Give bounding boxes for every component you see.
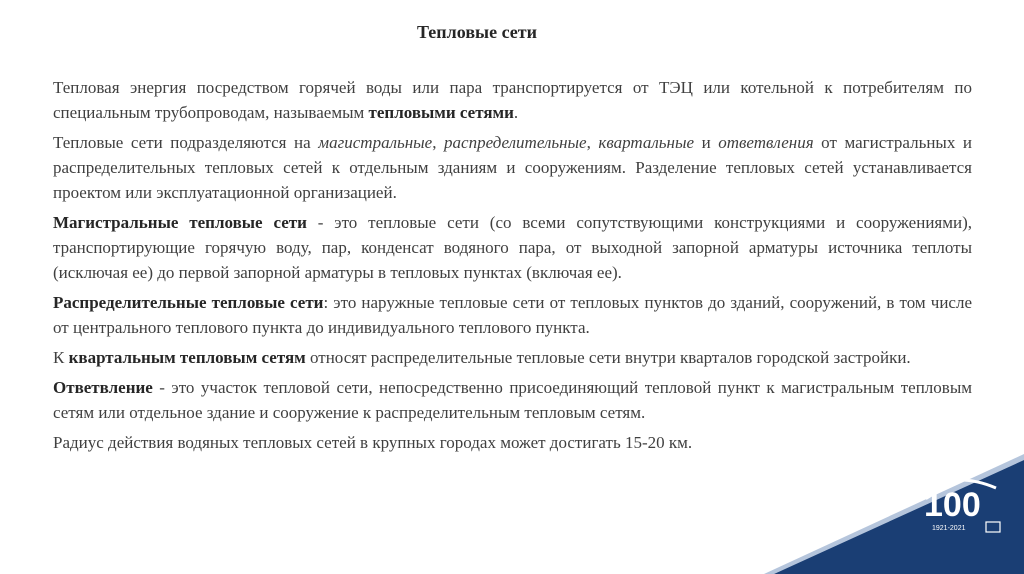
text-run: относят распределительные тепловые сети внутри кварталов городской застройки. — [305, 348, 911, 367]
logo-number: 100 — [924, 486, 981, 524]
logo-years: 1921-2021 — [932, 525, 966, 532]
corner-decoration — [764, 440, 1024, 574]
text-run: - это тепловые сети (со всеми сопутствующими конструкциями и сооружениями), транспортирующие горячую воду, пар, конденсат водяного пара, от выходной запорной арматуры источника теплоты (исключая ее) до первой запорной арматуры в тепловых пунктах (включая ее). — [53, 213, 972, 282]
paragraph-classification — [53, 130, 972, 205]
term-trunk: магистральные — [318, 133, 433, 152]
text-run: и — [694, 133, 719, 152]
slide-title: Тепловые сети — [416, 22, 537, 42]
term-distribution: распределительные — [444, 133, 587, 152]
paragraph-trunk-networks — [53, 210, 972, 285]
text-run: . — [513, 103, 519, 122]
paragraph-intro — [53, 75, 972, 125]
paragraph-distribution-networks — [53, 290, 972, 340]
text-run: Радиус действия водяных тепловых сетей в крупных городах может достигать 15-20 км. — [53, 433, 693, 452]
text-run: Тепловые сети подразделяются на — [53, 133, 319, 152]
term-branches: ответвления — [718, 133, 814, 152]
term-block-networks: квартальным тепловым сетям — [68, 348, 306, 367]
text-run: - это участок тепловой сети, непосредственно присоединяющий тепловой пункт к магистральным тепловым сетям или отдельное здание и сооружение к распределительным тепловым сетям. — [53, 378, 972, 422]
text-run: К — [53, 348, 69, 367]
text-run: : это наружные тепловые сети от тепловых пунктов до зданий, сооружений, в том числе от центрального теплового пункта до индивидуального теплового пункта. — [53, 293, 973, 337]
term-heat-networks: тепловыми сетями — [368, 103, 514, 122]
term-trunk-networks: Магистральные тепловые сети — [53, 213, 307, 232]
term-block: квартальные — [598, 133, 695, 152]
text-run: , — [586, 133, 599, 152]
text-run: от магистральных и распределительных тепловых сетей к отдельным зданиям и сооружениям. Разделение тепловых сетей устанавливается проектом или эксплуатационной организацией. — [53, 133, 973, 202]
paragraph-block-networks — [53, 345, 972, 370]
slide-body — [53, 75, 972, 460]
term-distribution-networks: Распределительные тепловые сети — [53, 293, 324, 312]
text-run: Тепловая энергия посредством горячей воды или пара транспортируется от ТЭЦ или котельной к потребителям по специальным трубопроводам, называемым — [53, 78, 972, 122]
text-run: , — [432, 133, 445, 152]
paragraph-branch — [53, 375, 972, 425]
term-branch: Ответвление — [53, 378, 153, 397]
